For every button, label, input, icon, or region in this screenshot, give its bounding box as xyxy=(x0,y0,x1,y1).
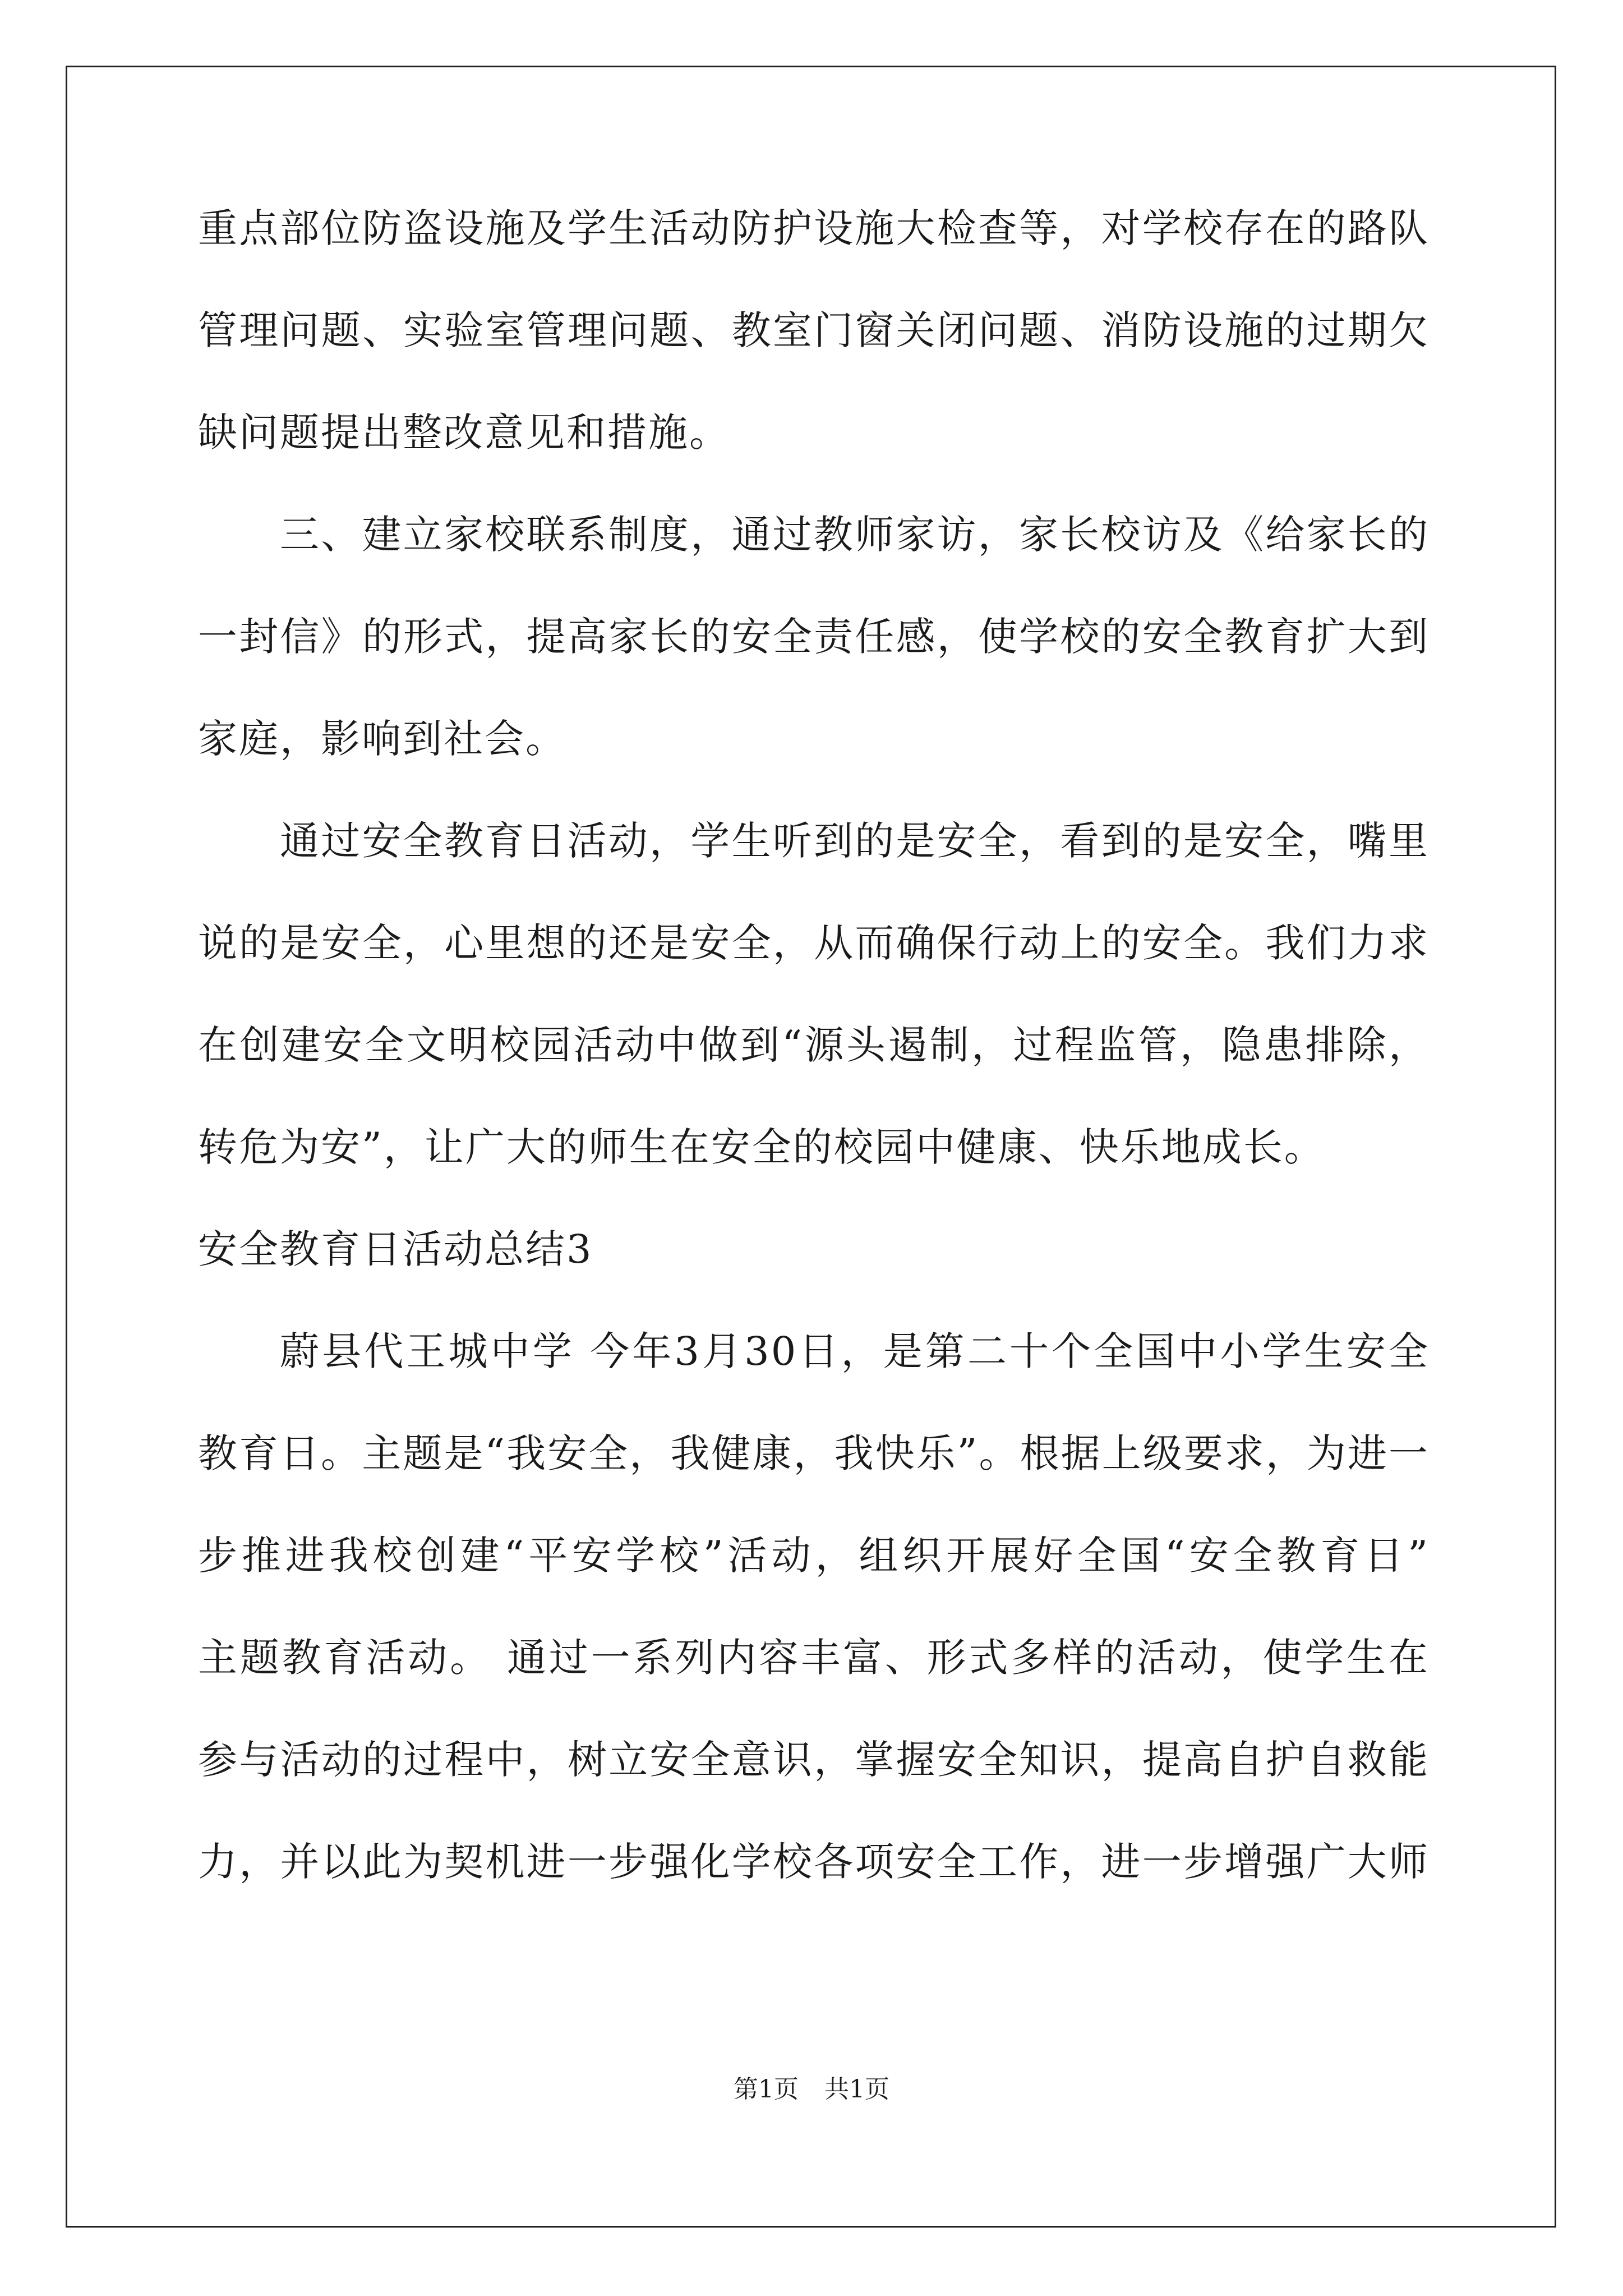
section-heading: 安全教育日活动总结3 xyxy=(198,1226,593,1272)
paragraph-line: 参与活动的过程中，树立安全意识，掌握安全知识，提高自护自救能 xyxy=(198,1737,1430,1783)
paragraph-line: 家庭，影响到社会。 xyxy=(198,716,566,762)
paragraph-line: 教育日。主题是“我安全，我健康，我快乐”。根据上级要求，为进一 xyxy=(198,1430,1430,1476)
paragraph-line: 步推进我校创建“平安学校”活动，组织开展好全国“安全教育日” xyxy=(198,1533,1430,1579)
paragraph-line: 重点部位防盗设施及学生活动防护设施大检查等，对学校存在的路队 xyxy=(198,205,1430,251)
paragraph-line: 主题教育活动。 通过一系列内容丰富、形式多样的活动，使学生在 xyxy=(198,1635,1430,1681)
paragraph-line: 说的是安全，心里想的还是安全，从而确保行动上的安全。我们力求 xyxy=(198,920,1430,966)
paragraph-line: 缺问题提出整改意见和措施。 xyxy=(198,409,730,455)
page-footer xyxy=(0,2077,1623,2102)
document-body xyxy=(198,205,1430,1944)
paragraph-line: 力，并以此为契机进一步强化学校各项安全工作，进一步增强广大师 xyxy=(198,1839,1430,1885)
paragraph-line: 蔚县代王城中学 今年3月30日，是第二十个全国中小学生安全 xyxy=(280,1328,1430,1374)
paragraph-line: 一封信》的形式，提高家长的安全责任感，使学校的安全教育扩大到 xyxy=(198,614,1430,660)
page-number: 第1页 xyxy=(734,2075,799,2104)
paragraph-line: 三、建立家校联系制度，通过教师家访，家长校访及《给家长的 xyxy=(280,512,1430,558)
paragraph-line: 管理问题、实验室管理问题、教室门窗关闭问题、消防设施的过期欠 xyxy=(198,307,1430,353)
paragraph-line: 在创建安全文明校园活动中做到“源头遏制，过程监管，隐患排除， xyxy=(198,1022,1430,1068)
paragraph-line: 通过安全教育日活动，学生听到的是安全，看到的是安全，嘴里 xyxy=(280,818,1430,864)
page-total: 共1页 xyxy=(824,2075,889,2104)
paragraph-line: 转危为安”，让广大的师生在安全的校园中健康、快乐地成长。 xyxy=(198,1124,1325,1170)
